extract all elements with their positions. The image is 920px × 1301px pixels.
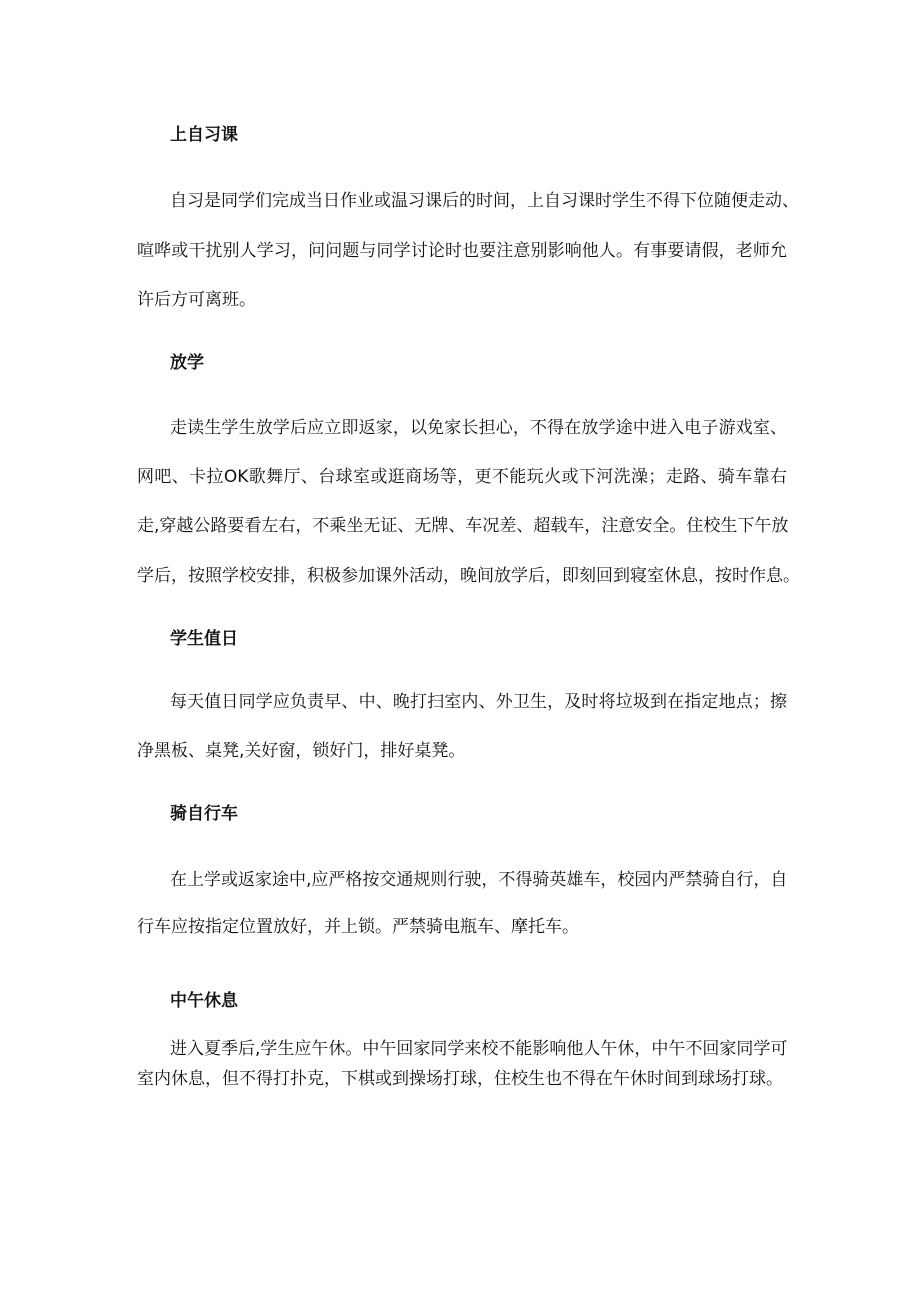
paragraph-line: 在上学或返家途中,应严格按交通规则行驶，不得骑英雄车，校园内严禁骑自行，自 bbox=[170, 870, 788, 890]
paragraph-line: 网吧、卡拉OK歌舞厅、台球室或逛商场等，更不能玩火或下河洗澡；走路、骑车靠右 bbox=[137, 467, 787, 487]
paragraph-line: 每天值日同学应负责早、中、晚打扫室内、外卫生，及时将垃圾到在指定地点；擦 bbox=[170, 692, 787, 712]
paragraph-line: 行车应按指定位置放好，并上锁。严禁骑电瓶车、摩托车。 bbox=[137, 917, 579, 937]
paragraph-line: 喧哗或干扰别人学习，问问题与同学讨论时也要注意别影响他人。有事要请假，老师允 bbox=[137, 241, 787, 261]
section-title-dismissal: 放学 bbox=[170, 353, 204, 373]
paragraph-line: 走读生学生放学后应立即返家，以免家长担心，不得在放学途中进入电子游戏室、 bbox=[170, 418, 787, 438]
section-title-bicycle: 骑自行车 bbox=[170, 804, 238, 824]
section-title-self-study: 上自习课 bbox=[170, 125, 238, 145]
section-title-duty: 学生值日 bbox=[170, 629, 238, 649]
paragraph-line: 走,穿越公路要看左右，不乘坐无证、无牌、车况差、超载车，注意安全。住校生下午放 bbox=[137, 516, 789, 536]
paragraph-line: 许后方可离班。 bbox=[137, 290, 256, 310]
paragraph-line: 学后，按照学校安排，积极参加课外活动，晚间放学后，即刻回到寝室休息，按时作息。 bbox=[137, 566, 800, 586]
paragraph-line: 室内休息，但不得打扑克，下棋或到操场打球，住校生也不得在午休时间到球场打球。 bbox=[137, 1069, 783, 1089]
paragraph-line: 进入夏季后,学生应午休。中午回家同学来校不能影响他人午休，中午不回家同学可 bbox=[170, 1039, 788, 1059]
paragraph-line: 净黑板、桌凳,关好窗，锁好门，排好桌凳。 bbox=[137, 741, 466, 761]
section-title-noon-rest: 中午休息 bbox=[170, 991, 238, 1011]
paragraph-line: 自习是同学们完成当日作业或温习课后的时间，上自习课时学生不得下位随便走动、 bbox=[170, 191, 799, 211]
